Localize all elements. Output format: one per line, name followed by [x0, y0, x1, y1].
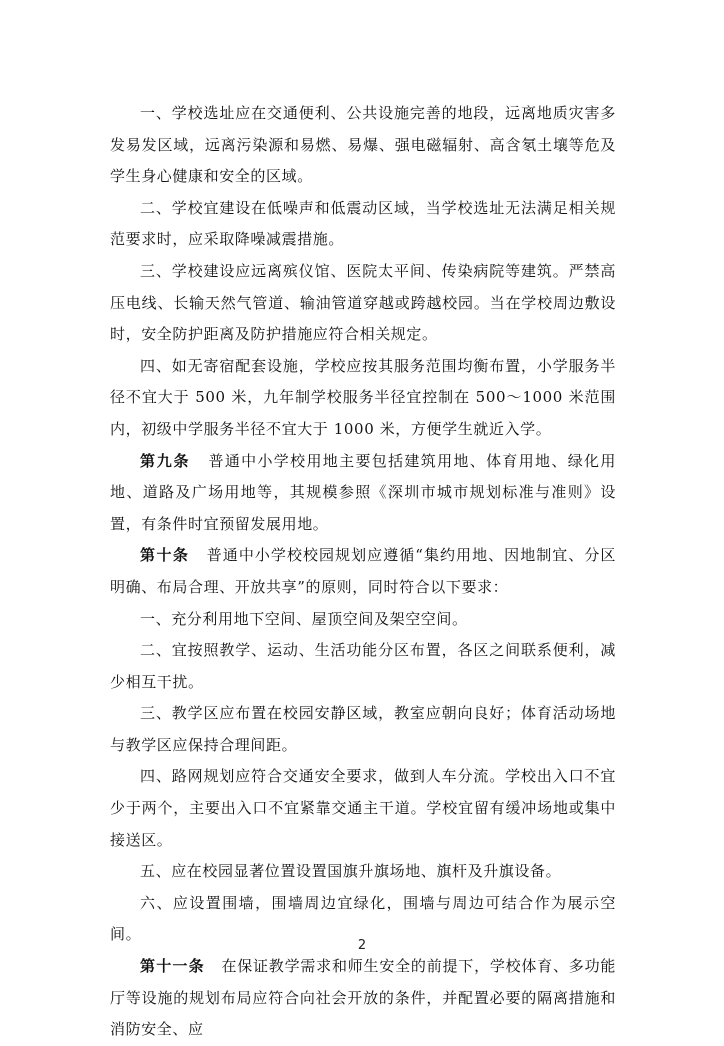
article-11-paragraph	[110, 951, 616, 1046]
paragraph	[110, 635, 616, 698]
paragraph-text: 六、应设置围墙，围墙周边宜绿化，围墙与周边可结合作为展示空间。	[110, 893, 616, 944]
paragraph-text: 四、如无寄宿配套设施，学校应按其服务范围均衡布置，小学服务半径不宜大于 500 米，九年制学校服务半径宜控制在 500～1000 米范围内，初级中学服务半径不宜大于 1000 米，方便学生就近入学。	[110, 356, 616, 438]
paragraph	[110, 698, 616, 761]
paragraph-text: 三、教学区应布置在校园安静区域，教室应朝向良好；体育活动场地与教学区应保持合理间距。	[110, 704, 616, 754]
paragraph	[110, 856, 616, 888]
paragraph	[110, 351, 616, 446]
article-heading: 第十一条	[140, 957, 205, 976]
paragraph	[110, 98, 616, 193]
paragraph	[110, 604, 616, 636]
paragraph	[110, 193, 616, 256]
paragraph-text: 四、路网规划应符合交通安全要求，做到人车分流。学校出入口不宜少于两个，主要出入口不宜紧靠交通主干道。学校宜留有缓冲场地或集中接送区。	[110, 767, 616, 849]
paragraph	[110, 256, 616, 351]
paragraph-text: 二、学校宜建设在低噪声和低震动区域，当学校选址无法满足相关规范要求时，应采取降噪减震措施。	[110, 198, 616, 249]
article-heading: 第九条	[140, 451, 191, 470]
article-9-paragraph	[110, 446, 616, 541]
article-heading: 第十条	[140, 546, 190, 565]
paragraph-text: 普通中小学校用地主要包括建筑用地、体育用地、绿化用地、道路及广场用地等，其规模参照《深圳市城市规划标准与准则》设置，有条件时宜预留发展用地。	[110, 451, 616, 533]
document-body	[110, 98, 616, 1046]
paragraph	[110, 761, 616, 856]
paragraph-text: 五、应在校园显著位置设置国旗升旗场地、旗杆及升旗设备。	[140, 862, 562, 881]
paragraph-text: 三、学校建设应远离殡仪馆、医院太平间、传染病院等建筑。严禁高压电线、长输天然气管道、输油管道穿越或跨越校园。当在学校周边敷设时，安全防护距离及防护措施应符合相关规定。	[110, 261, 616, 344]
paragraph-text: 一、充分利用地下空间、屋顶空间及架空空间。	[140, 609, 468, 628]
article-10-paragraph	[110, 540, 616, 603]
page-number: 2	[357, 938, 367, 953]
paragraph-text: 在保证教学需求和师生安全的前提下，学校体育、多功能厅等设施的规划布局应符合向社会开放的条件，并配置必要的隔离措施和消防安全、应	[110, 957, 616, 1039]
paragraph-text: 普通中小学校校园规划应遵循“集约用地、因地制宜、分区明确、布局合理、开放共享”的原则，同时符合以下要求：	[110, 546, 616, 596]
paragraph-text: 一、学校选址应在交通便利、公共设施完善的地段，远离地质灾害多发易发区域，远离污染源和易燃、易爆、强电磁辐射、高含氡土壤等危及学生身心健康和安全的区域。	[110, 104, 616, 186]
paragraph-text: 二、宜按照教学、运动、生活功能分区布置，各区之间联系便利，减少相互干扰。	[110, 641, 616, 691]
